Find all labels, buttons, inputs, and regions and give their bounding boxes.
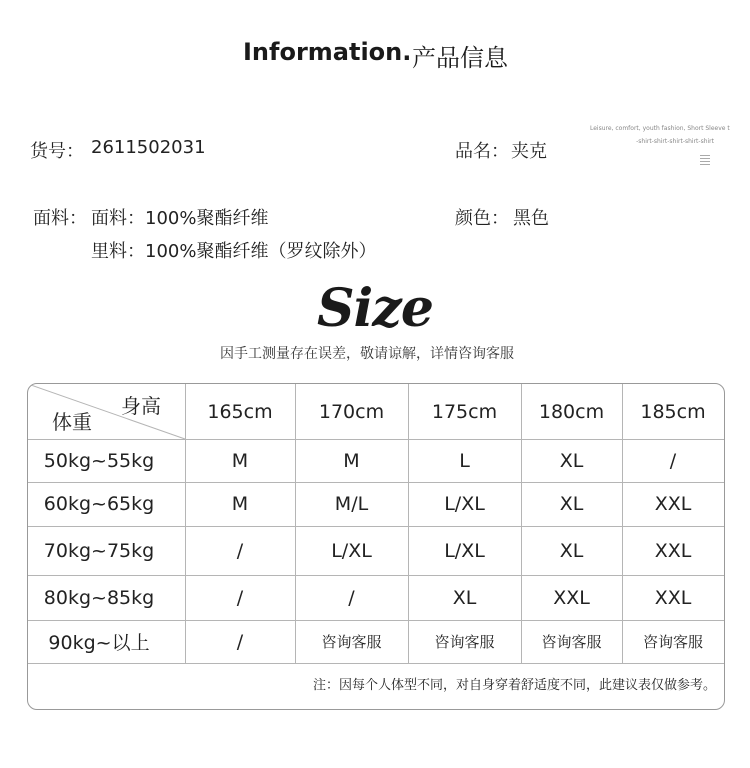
weight-label: 70kg~75kg <box>43 539 155 562</box>
size-cell: L/XL <box>331 539 372 562</box>
size-cell: L <box>459 449 470 472</box>
list-icon <box>700 155 710 167</box>
material-lining: 里料：100%聚酯纤维（罗纹除外） <box>91 241 377 262</box>
tagline-line-2: -shirt-shirt-shirt-shirt-shirt <box>636 138 714 145</box>
height-header: 180cm <box>538 400 605 423</box>
size-cell: XXL <box>553 586 590 609</box>
height-header: 175cm <box>431 400 498 423</box>
size-cell: XXL <box>654 493 692 515</box>
product-name-value: 夹克 <box>511 141 547 162</box>
material-outer: 面料：100%聚酯纤维 <box>91 208 269 229</box>
corner-height-label: 身高 <box>121 394 161 418</box>
size-cell: XXL <box>654 586 692 609</box>
size-logo: Size <box>317 278 433 339</box>
tagline-line-1: Leisure, comfort, youth fashion, Short Sleeve t <box>590 125 730 132</box>
size-cell: / <box>348 586 355 609</box>
size-cell: 咨询客服 <box>541 633 602 651</box>
size-cell: XL <box>559 539 584 562</box>
size-cell: / <box>236 539 244 562</box>
size-cell: 咨询客服 <box>642 633 703 651</box>
size-cell: M <box>231 493 249 515</box>
color-value: 黑色 <box>513 208 549 229</box>
color-label: 颜色： <box>455 208 509 229</box>
size-table <box>27 383 725 710</box>
size-cell: XL <box>452 586 477 609</box>
size-cell: / <box>669 449 677 472</box>
size-cell: / <box>236 630 244 653</box>
item-number-value: 2611502031 <box>91 137 206 158</box>
size-cell: M/L <box>334 493 369 515</box>
size-cell: L/XL <box>444 539 485 562</box>
weight-label: 80kg~85kg <box>43 586 155 609</box>
size-cell: XXL <box>654 539 692 562</box>
table-footnote: 注：因每个人体型不同，对自身穿着舒适度不同，此建议表仅做参考。 <box>312 678 716 693</box>
weight-label: 60kg~65kg <box>43 493 155 515</box>
corner-weight-label: 体重 <box>52 410 92 434</box>
size-cell: L/XL <box>444 493 485 515</box>
height-header: 170cm <box>318 400 385 423</box>
size-cell: / <box>236 586 244 609</box>
size-cell: M <box>343 449 360 472</box>
product-name-label: 品名： <box>455 141 509 162</box>
title-chinese: 产品信息 <box>412 44 508 72</box>
item-number-label: 货号： <box>30 141 84 162</box>
size-cell: XL <box>559 493 584 515</box>
size-cell: 咨询客服 <box>321 633 382 651</box>
size-cell: M <box>231 449 249 472</box>
height-header: 185cm <box>640 400 706 423</box>
title-english: Information. <box>243 38 412 66</box>
material-label: 面料： <box>33 208 87 229</box>
tagline <box>590 122 730 148</box>
height-header: 165cm <box>207 400 273 423</box>
size-cell: 咨询客服 <box>434 633 495 651</box>
measurement-note: 因手工测量存在误差，敬请谅解，详情咨询客服 <box>220 346 514 362</box>
weight-label: 50kg~55kg <box>43 449 155 472</box>
size-cell: XL <box>559 449 584 472</box>
weight-label: 90kg~以上 <box>48 632 150 654</box>
